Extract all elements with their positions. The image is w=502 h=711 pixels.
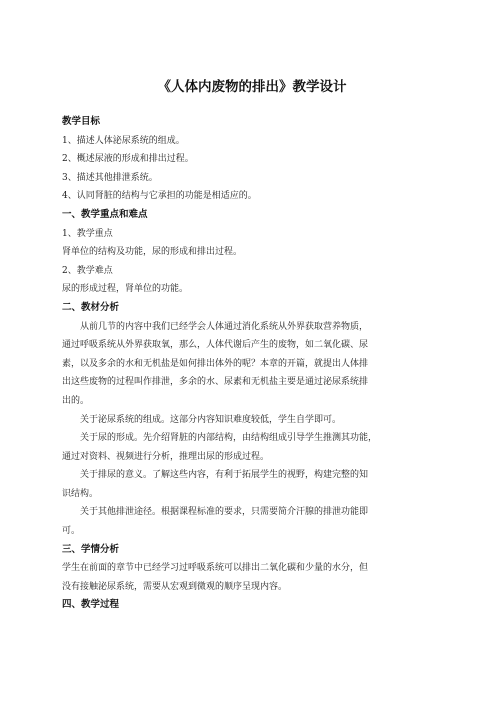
- material-paragraph-3: [62, 429, 442, 466]
- section-keypoints: [62, 206, 442, 299]
- paragraph-line: 出这些废物的过程叫作排泄，多余的水、尿素和无机盐主要是通过泌尿系统排: [62, 377, 369, 388]
- goal-item-3: 3、描述其他排泄系统。: [62, 172, 158, 183]
- goal-item-1: 1、描述人体泌尿系统的组成。: [62, 135, 185, 146]
- paragraph-line: 关于泌尿系统的组成。这部分内容知识难度较低，学生自学即可。: [80, 414, 342, 425]
- section-teaching-process: [62, 596, 442, 615]
- paragraph-line: 通过对资料、视频进行分析，推理出尿的形成过程。: [62, 451, 270, 462]
- paragraph-line: 通过呼吸系统从外界获取氧，那么，人体代谢后产生的废物，如二氧化碳、尿: [62, 340, 369, 351]
- section-material-analysis: [62, 299, 442, 541]
- paragraph-line: 可。: [62, 526, 81, 537]
- paragraph-line: 关于其他排泄途径。根据课程标准的要求，只需要简介汗腺的排泄功能即: [80, 507, 369, 518]
- paragraph-line: 从前几节的内容中我们已经学会人体通过消化系统从外界获取营养物质，: [80, 321, 369, 332]
- section-heading-material: 二、教材分析: [62, 301, 120, 313]
- goal-item-2: 2、概述尿液的形成和排出过程。: [62, 154, 194, 165]
- section-heading-goals: 教学目标: [62, 116, 101, 127]
- material-paragraph-1: [62, 318, 442, 411]
- paragraph-line: 关于尿的形成。先介绍肾脏的内部结构，由结构组成引导学生推测其功能，: [80, 433, 378, 444]
- section-student-analysis: [62, 541, 442, 597]
- difficulty-text: 尿的形成过程，肾单位的功能。: [62, 284, 189, 295]
- focus-label: 1、教学重点: [62, 228, 113, 239]
- paragraph-line: 素，以及多余的水和无机盐是如何排出体外的呢？本章的开篇，就提出人体排: [62, 358, 369, 369]
- paragraph-line: 识结构。: [62, 488, 99, 499]
- section-heading-keypoints: 一、教学重点和难点: [62, 208, 148, 220]
- section-heading-process: 四、教学过程: [62, 599, 120, 611]
- paragraph-line: 学生在前面的章节中已经学习过呼吸系统可以排出二氧化碳和少量的水分，但: [62, 563, 369, 574]
- difficulty-label: 2、教学难点: [62, 265, 113, 276]
- document-title: 《人体内废物的排出》教学设计: [157, 79, 347, 95]
- paragraph-line: 出的。: [62, 395, 90, 406]
- paragraph-line: 没有接触泌尿系统，需要从宏观到微观的顺序呈现内容。: [62, 581, 288, 592]
- material-paragraph-4: [62, 466, 442, 503]
- paragraph-line: 关于排尿的意义。了解这些内容，有利于拓展学生的视野，构建完整的知: [80, 470, 369, 481]
- goal-item-4: 4、认同肾脏的结构与它承担的功能是相适应的。: [62, 191, 257, 202]
- material-paragraph-5: [62, 503, 442, 540]
- section-teaching-goals: [62, 113, 442, 206]
- section-heading-students: 三、学情分析: [62, 543, 120, 555]
- material-paragraph-2: [62, 411, 442, 430]
- students-paragraph: [62, 559, 442, 596]
- focus-text: 肾单位的结构及功能，尿的形成和排出过程。: [62, 247, 243, 258]
